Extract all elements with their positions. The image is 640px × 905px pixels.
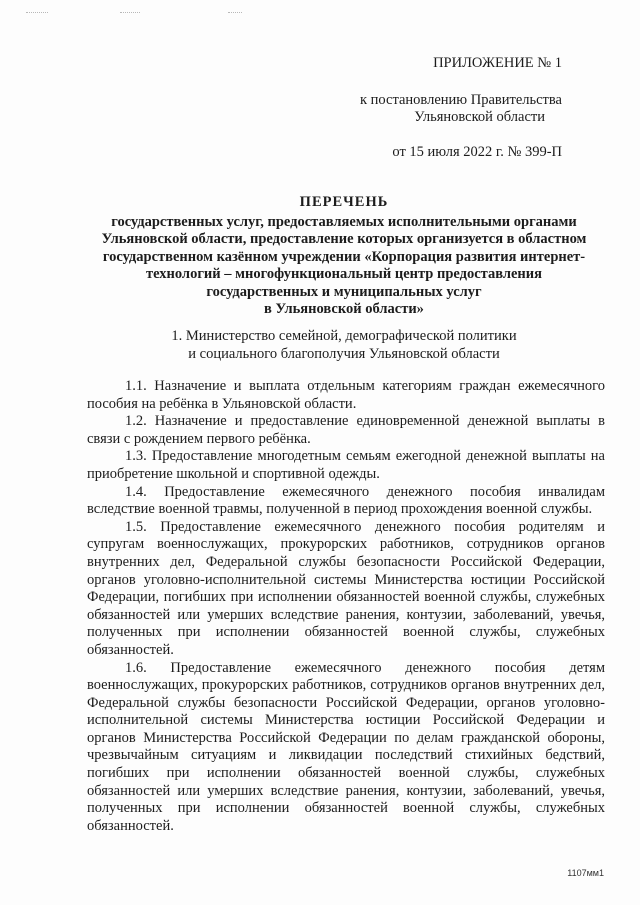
services-list [87,378,605,835]
appendix-resolution: к постановлению Правительства [360,92,562,108]
list-item: 1.2. Назначение и предоставление единовременной денежной выплаты в связи с рождением первого ребёнка. [87,413,605,447]
document-title [84,194,604,319]
scan-artifact [120,12,140,15]
appendix-date-number: от 15 июля 2022 г. № 399-П [392,144,562,160]
scan-artifact [228,12,242,15]
title-line: государственном казённом учреждении «Корпорация развития интернет- [102,248,586,265]
title-line: государственных и муниципальных услуг [206,283,482,300]
title-line: технологий – многофункциональный центр предоставления [146,266,542,282]
scan-artifact [26,12,48,15]
list-item: 1.1. Назначение и выплата отдельным категориям граждан ежемесячного пособия на ребёнка в Ульяновской области. [87,378,605,412]
title-line: Ульяновской области, предоставление которых организуется в областном [101,231,587,247]
section-heading [84,328,604,363]
list-item: 1.4. Предоставление ежемесячного денежного пособия инвалидам вследствие военной травмы, полученной в период прохождения военной службы. [87,483,605,518]
title-line: в Ульяновской области» [264,301,424,317]
appendix-region: Ульяновской области [414,109,545,125]
title-main: ПЕРЕЧЕНЬ [299,194,389,210]
list-item: 1.3. Предоставление многодетным семьям ежегодной денежной выплаты на приобретение школьной и спортивной одежды. [87,448,605,482]
appendix-number: ПРИЛОЖЕНИЕ № 1 [433,55,562,71]
list-item: 1.5. Предоставление ежемесячного денежного пособия родителям и супругам военнослужащих, прокурорских работников, сотрудников органов внутренних дел, Федеральной службы безопасности Российской Федерации, органов уголовно-исполнительной системы Министерства юстиции Российской Федерации, погибших при исполнении обязанностей военной службы, служебных обязанностей или умерших вследствие ранения, контузии, заболеваний, увечья, полученных при исполнении обязанностей военной службы, служебных обязанностей. [87,518,605,658]
section-heading-line: и социального благополучия Ульяновской области [188,345,500,362]
title-line: государственных услуг, предоставляемых исполнительными органами [111,213,577,230]
footer-code: 1107мм1 [567,868,604,878]
section-heading-line: 1. Министерство семейной, демографической политики [171,328,517,344]
list-item: 1.6. Предоставление ежемесячного денежного пособия детям военнослужащих, прокурорских работников, сотрудников органов внутренних дел, Федеральной службы безопасности Российской Федерации, органов уголовно-исполнительной системы Министерства юстиции Российской Федерации и органов Министерства Российской Федерации по делам гражданской обороны, чрезвычайным ситуациям и ликвидации последствий стихийных бедствий, погибших при исполнении обязанностей военной службы, служебных обязанностей или умерших вследствие ранения, контузии, заболеваний, увечья, полученных при исполнении обязанностей военной службы, служебных обязанностей. [87,659,605,834]
